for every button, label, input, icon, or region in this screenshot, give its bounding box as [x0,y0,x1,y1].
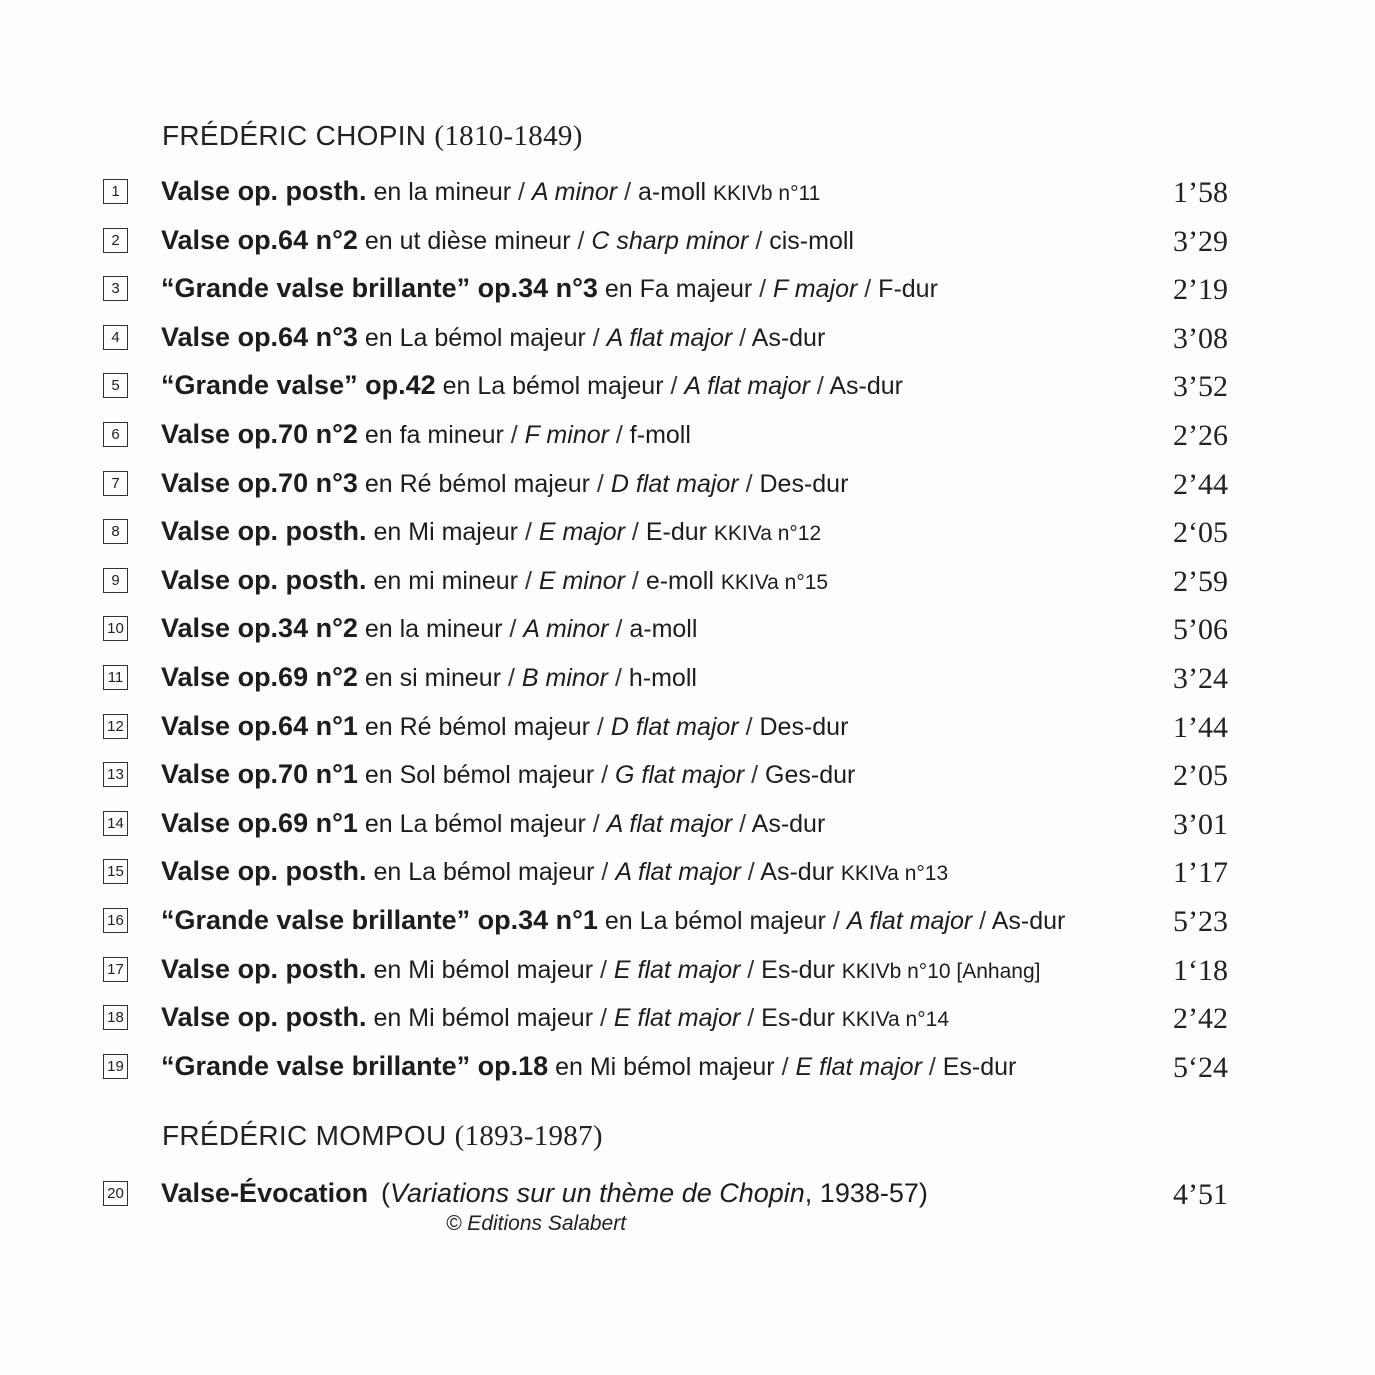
key-french: en Mi bémol majeur [373,1004,594,1033]
track-title: Valse op.69 n°2 [161,662,358,692]
catalogue-number: KKIVa n°15 [720,570,829,594]
separator: / [921,1052,943,1081]
key-english: A flat major [684,372,810,401]
separator: / [624,518,646,547]
track-number: 7 [103,471,128,496]
copyright-notice: © Editions Salabert [446,1212,627,1235]
track-row [0,659,1375,707]
separator: / [585,809,607,838]
track-duration: 3’52 [1173,370,1228,404]
track-number: 6 [103,422,128,447]
key-german: Des-dur [759,469,849,498]
key-english: E flat major [613,955,741,984]
track-description [161,562,828,601]
track-description [161,1048,1016,1085]
key-french: en Sol bémol majeur [364,761,595,790]
track-number: 12 [103,714,128,739]
track-row [0,319,1375,367]
composer-heading-chopin [162,120,583,153]
track-title: “Grande valse” op.42 [161,370,436,401]
catalogue-number: KKIVa n°14 [841,1008,949,1032]
separator: / [617,178,638,206]
track-title: Valse op. posth. [161,564,367,595]
separator: / [608,664,629,692]
key-french: en La bémol majeur [364,809,586,838]
track-duration: 1’17 [1173,856,1228,890]
track-description [161,853,948,892]
track-number: 16 [103,908,128,933]
track-subtitle: Variations sur un thème de Chopin [390,1178,805,1208]
track-row [0,367,1375,415]
separator: / [774,1052,796,1081]
track-duration: 2’26 [1173,419,1228,452]
key-german: E-dur [645,518,707,547]
track-duration: 2’19 [1173,273,1228,307]
track-row [0,853,1375,901]
track-row [0,1175,1375,1223]
key-french: en Ré bémol majeur [364,469,590,498]
separator: / [518,518,539,547]
key-german: Es-dur [942,1052,1017,1081]
track-row [0,951,1375,999]
separator: / [570,226,592,255]
track-description [161,756,855,793]
key-english: G flat major [615,761,745,790]
separator: / [732,809,752,838]
track-duration: 2’44 [1173,467,1228,501]
key-english: B minor [521,664,609,692]
track-duration: 4’51 [1173,1178,1228,1211]
key-english: F minor [524,421,609,449]
track-number: 2 [103,228,128,253]
track-description [161,367,903,404]
track-description [161,902,1065,939]
key-french: en La bémol majeur [442,372,664,401]
key-german: Es-dur [761,955,835,984]
key-german: Ges-dur [765,761,856,790]
separator: / [663,372,685,401]
key-french: en ut dièse mineur [364,226,571,255]
track-title: Valse op. posth. [161,176,367,206]
key-english: A flat major [615,858,741,887]
separator: / [738,469,760,498]
track-description [161,465,848,502]
track-duration: 3’08 [1173,321,1228,355]
track-row [0,756,1375,804]
separator: / [589,712,611,741]
track-title: Valse op. posth. [161,856,367,887]
separator: / [589,469,611,498]
track-duration: 3’29 [1173,224,1228,258]
key-french: en La bémol majeur [364,323,586,352]
separator: / [503,421,525,449]
track-number: 14 [103,811,128,836]
track-row [0,610,1375,658]
track-row [0,902,1375,950]
track-title: Valse op.34 n°2 [161,613,358,644]
track-number: 17 [103,957,128,982]
key-french: en La bémol majeur [373,858,595,887]
key-german: a-moll [629,615,698,644]
key-english: E minor [538,566,625,595]
key-german: Des-dur [759,712,849,741]
track-description [161,805,825,842]
key-french: en fa mineur [364,421,504,449]
track-description [161,951,1040,990]
separator: / [972,907,992,935]
key-french: en Mi bémol majeur [373,955,594,984]
track-number: 5 [103,373,128,398]
track-row [0,416,1375,464]
key-french: en Fa majeur [604,275,753,304]
track-row [0,562,1375,610]
track-duration: 3’01 [1173,807,1228,841]
key-french: en la mineur [373,178,512,206]
key-english: A flat major [846,907,973,935]
separator: / [518,566,539,595]
track-number: 1 [103,179,128,204]
separator: / [624,566,646,595]
track-number: 9 [103,568,128,593]
key-german: Es-dur [761,1004,835,1033]
track-description [161,610,697,647]
separator: / [594,858,616,887]
track-title: “Grande valse brillante” op.18 [161,1050,549,1081]
separator: / [585,323,607,352]
track-row [0,999,1375,1047]
track-description [161,999,949,1038]
track-duration: 5’23 [1173,905,1228,938]
track-description [161,319,825,356]
composer-dates: (1893-1987) [454,1120,603,1152]
track-row [0,270,1375,318]
track-number: 4 [103,325,128,350]
key-german: As-dur [991,907,1066,935]
track-duration: 2’05 [1173,759,1228,793]
track-number: 8 [103,519,128,544]
track-duration: 2’59 [1173,564,1228,598]
track-number: 15 [103,859,128,884]
separator: / [809,372,830,401]
separator: / [608,421,630,449]
track-title: Valse op.64 n°3 [161,321,358,352]
key-german: As-dur [751,323,826,352]
catalogue-number: KKIVb n°10 [Anhang] [841,959,1041,983]
key-english: C sharp minor [591,226,749,255]
key-german: As-dur [751,809,826,838]
track-number: 19 [103,1054,128,1079]
track-description [161,222,854,259]
track-row [0,1048,1375,1096]
track-title: Valse op. posth. [161,1002,367,1033]
key-german: f-moll [629,421,691,449]
track-year: , 1938-57) [804,1178,928,1208]
key-german: e-moll [645,566,714,595]
key-french: en si mineur [364,664,502,692]
track-title: Valse op. posth. [161,516,367,547]
track-number: 11 [103,665,128,690]
track-row [0,805,1375,853]
track-duration: 1’44 [1173,710,1228,744]
key-german: h-moll [628,664,697,692]
separator: / [744,761,766,790]
composer-name: FRÉDÉRIC MOMPOU [162,1120,447,1151]
track-title: Valse op.64 n°1 [161,710,358,741]
separator: / [752,275,774,304]
key-german: F-dur [878,275,938,304]
key-french: en la mineur [364,615,503,644]
key-french: en Mi bémol majeur [555,1052,775,1081]
separator: / [608,615,630,644]
track-number: 13 [103,762,128,787]
separator: / [511,178,532,206]
track-title: Valse op.70 n°3 [161,467,358,498]
track-description [161,173,820,212]
key-french: en La bémol majeur [604,907,826,935]
track-row [0,465,1375,513]
key-german: cis-moll [769,226,854,255]
key-english: A flat major [606,323,733,352]
track-duration: 2’42 [1173,1002,1228,1036]
track-description [161,416,691,453]
track-duration: 2‘05 [1173,516,1228,550]
track-title: Valse op.69 n°1 [161,807,358,838]
track-title: “Grande valse brillante” op.34 n°3 [161,273,598,304]
separator: / [732,323,752,352]
paren-open: ( [381,1178,391,1208]
catalogue-number: KKIVa n°12 [713,522,822,546]
track-row [0,513,1375,561]
separator: / [740,858,761,887]
separator: / [594,761,615,790]
key-english: F major [773,275,858,304]
separator: / [825,907,847,935]
track-title: Valse-Évocation [161,1178,369,1208]
separator: / [593,1004,614,1033]
key-french: en Ré bémol majeur [364,712,590,741]
composer-name: FRÉDÉRIC CHOPIN [162,120,427,151]
track-duration: 1’58 [1173,176,1228,209]
track-number: 10 [103,616,128,641]
track-title: Valse op.70 n°1 [161,759,358,790]
track-row [0,222,1375,270]
key-english: E flat major [795,1052,922,1081]
composer-heading-mompou [162,1120,603,1153]
track-description [161,1175,928,1212]
track-description [161,659,697,696]
separator: / [502,615,524,644]
key-french: en Mi majeur [373,518,518,547]
separator: / [740,1004,762,1033]
separator: / [748,226,770,255]
separator: / [501,664,522,692]
track-title: Valse op.64 n°2 [161,224,358,255]
separator: / [740,955,762,984]
track-title: “Grande valse brillante” op.34 n°1 [161,905,598,935]
key-english: E major [538,518,625,547]
track-duration: 3’24 [1173,662,1228,695]
track-description [161,270,938,307]
track-number: 18 [103,1005,128,1030]
separator: / [593,955,614,984]
track-description [161,513,821,552]
catalogue-number: KKIVb n°11 [713,182,821,205]
catalogue-number: KKIVa n°13 [840,862,949,886]
key-english: D flat major [610,712,739,741]
track-number: 3 [103,276,128,301]
key-english: A minor [523,615,609,644]
track-row [0,173,1375,221]
separator: / [738,712,760,741]
key-english: E flat major [613,1004,741,1033]
separator: / [857,275,879,304]
track-number: 20 [103,1181,128,1206]
track-row [0,708,1375,756]
key-german: As-dur [760,858,834,887]
track-title: Valse op. posth. [161,953,367,984]
track-duration: 1‘18 [1173,953,1228,987]
track-duration: 5‘24 [1173,1050,1228,1084]
key-english: A minor [531,178,618,206]
track-description [161,708,848,745]
key-english: A flat major [606,809,733,838]
composer-dates: (1810-1849) [434,120,583,152]
track-duration: 5’06 [1173,613,1228,647]
key-english: D flat major [610,469,739,498]
key-german: As-dur [829,372,904,401]
key-french: en mi mineur [373,566,518,595]
key-german: a-moll [637,178,707,206]
track-title: Valse op.70 n°2 [161,419,358,449]
